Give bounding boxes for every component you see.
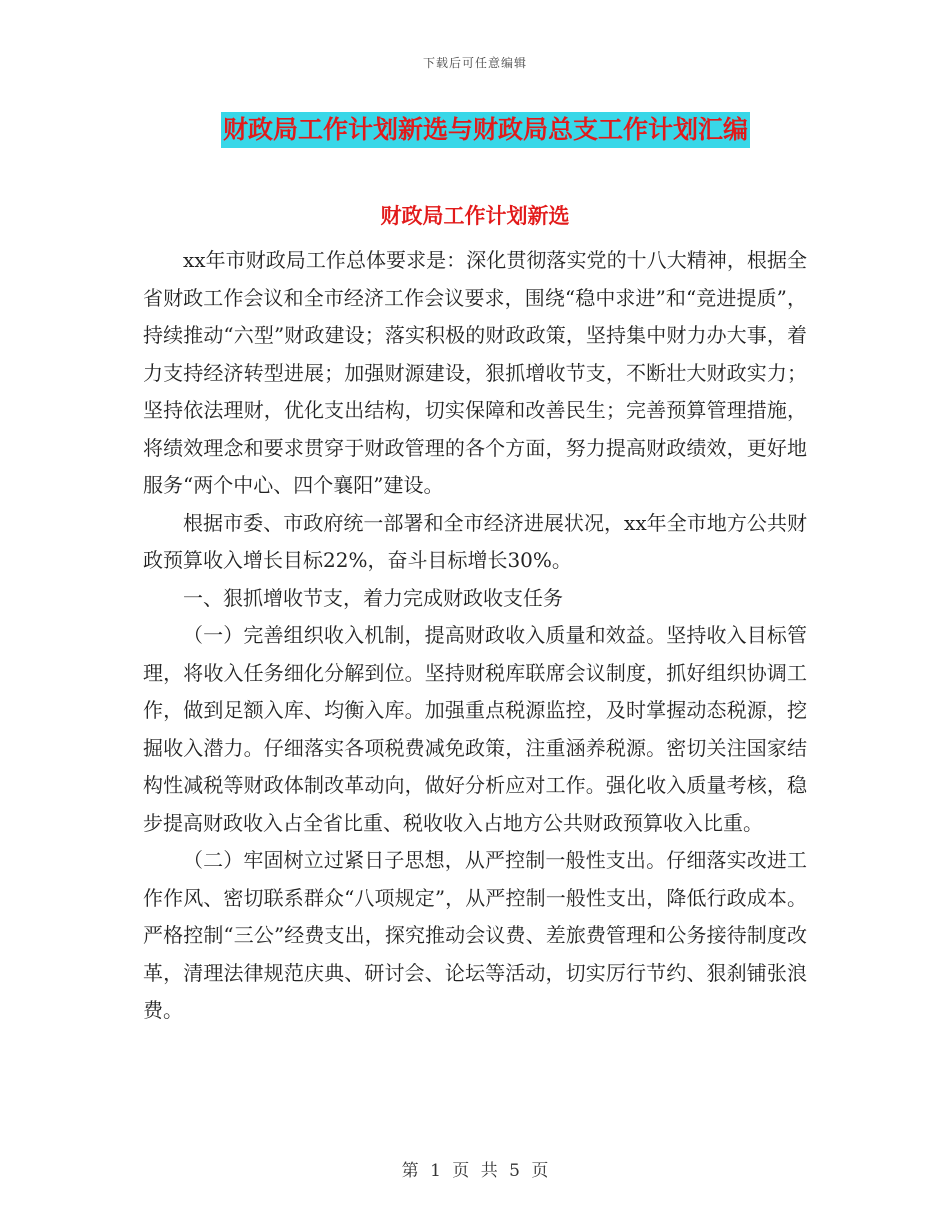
page-number: 第 1 页 共 5 页 [401,1161,549,1181]
paragraph: 根据市委、市政府统一部署和全市经济进展状况，xx年全市地方公共财政预算收入增长目标22%，奋斗目标增长30%。 [143,510,807,572]
header-note: 下载后可任意编辑 [422,56,527,70]
section-title: 财政局工作计划新选 [380,204,570,228]
paragraph: （一）完善组织收入机制，提高财政收入质量和效益。坚持收入目标管理，将收入任务细化分解到位。坚持财税库联席会议制度，抓好组织协调工作，做到足额入库、均衡入库。加强重点税源监控，及时掌握动态税源，挖掘收入潜力。仔细落实各项税费减免政策，注重涵养税源。密切关注国家结构性减税等财政体制改革动向，做好分析应对工作。强化收入质量考核，稳步提高财政收入占全省比重、税收收入占地方公共财政预算收入比重。 [143,623,807,835]
paragraph: （二）牢固树立过紧日子思想，从严控制一般性支出。仔细落实改进工作作风、密切联系群众“八项规定”，从严控制一般性支出，降低行政成本。严格控制“三公”经费支出，探究推动会议费、差旅费管理和公务接待制度改革，清理法律规范庆典、研讨会、论坛等活动，切实厉行节约、狠刹铺张浪费。 [143,848,807,1022]
document-main-title: 财政局工作计划新选与财政局总支工作计划汇编 [221,112,750,148]
paragraph: xx年市财政局工作总体要求是：深化贯彻落实党的十八大精神，根据全省财政工作会议和全市经济工作会议要求，围绕“稳中求进”和“竞进提质”，持续推动“六型”财政建设；落实积极的财政政策，坚持集中财力办大事，着力支持经济转型进展；加强财源建设，狠抓增收节支，不断壮大财政实力；坚持依法理财，优化支出结构，切实保障和改善民生；完善预算管理措施，将绩效理念和要求贯穿于财政管理的各个方面，努力提高财政绩效，更好地服务“两个中心、四个襄阳”建设。 [143,248,807,497]
document-body [143,242,807,1030]
section-heading: 一、狠抓增收节支，着力完成财政收支任务 [183,585,563,610]
